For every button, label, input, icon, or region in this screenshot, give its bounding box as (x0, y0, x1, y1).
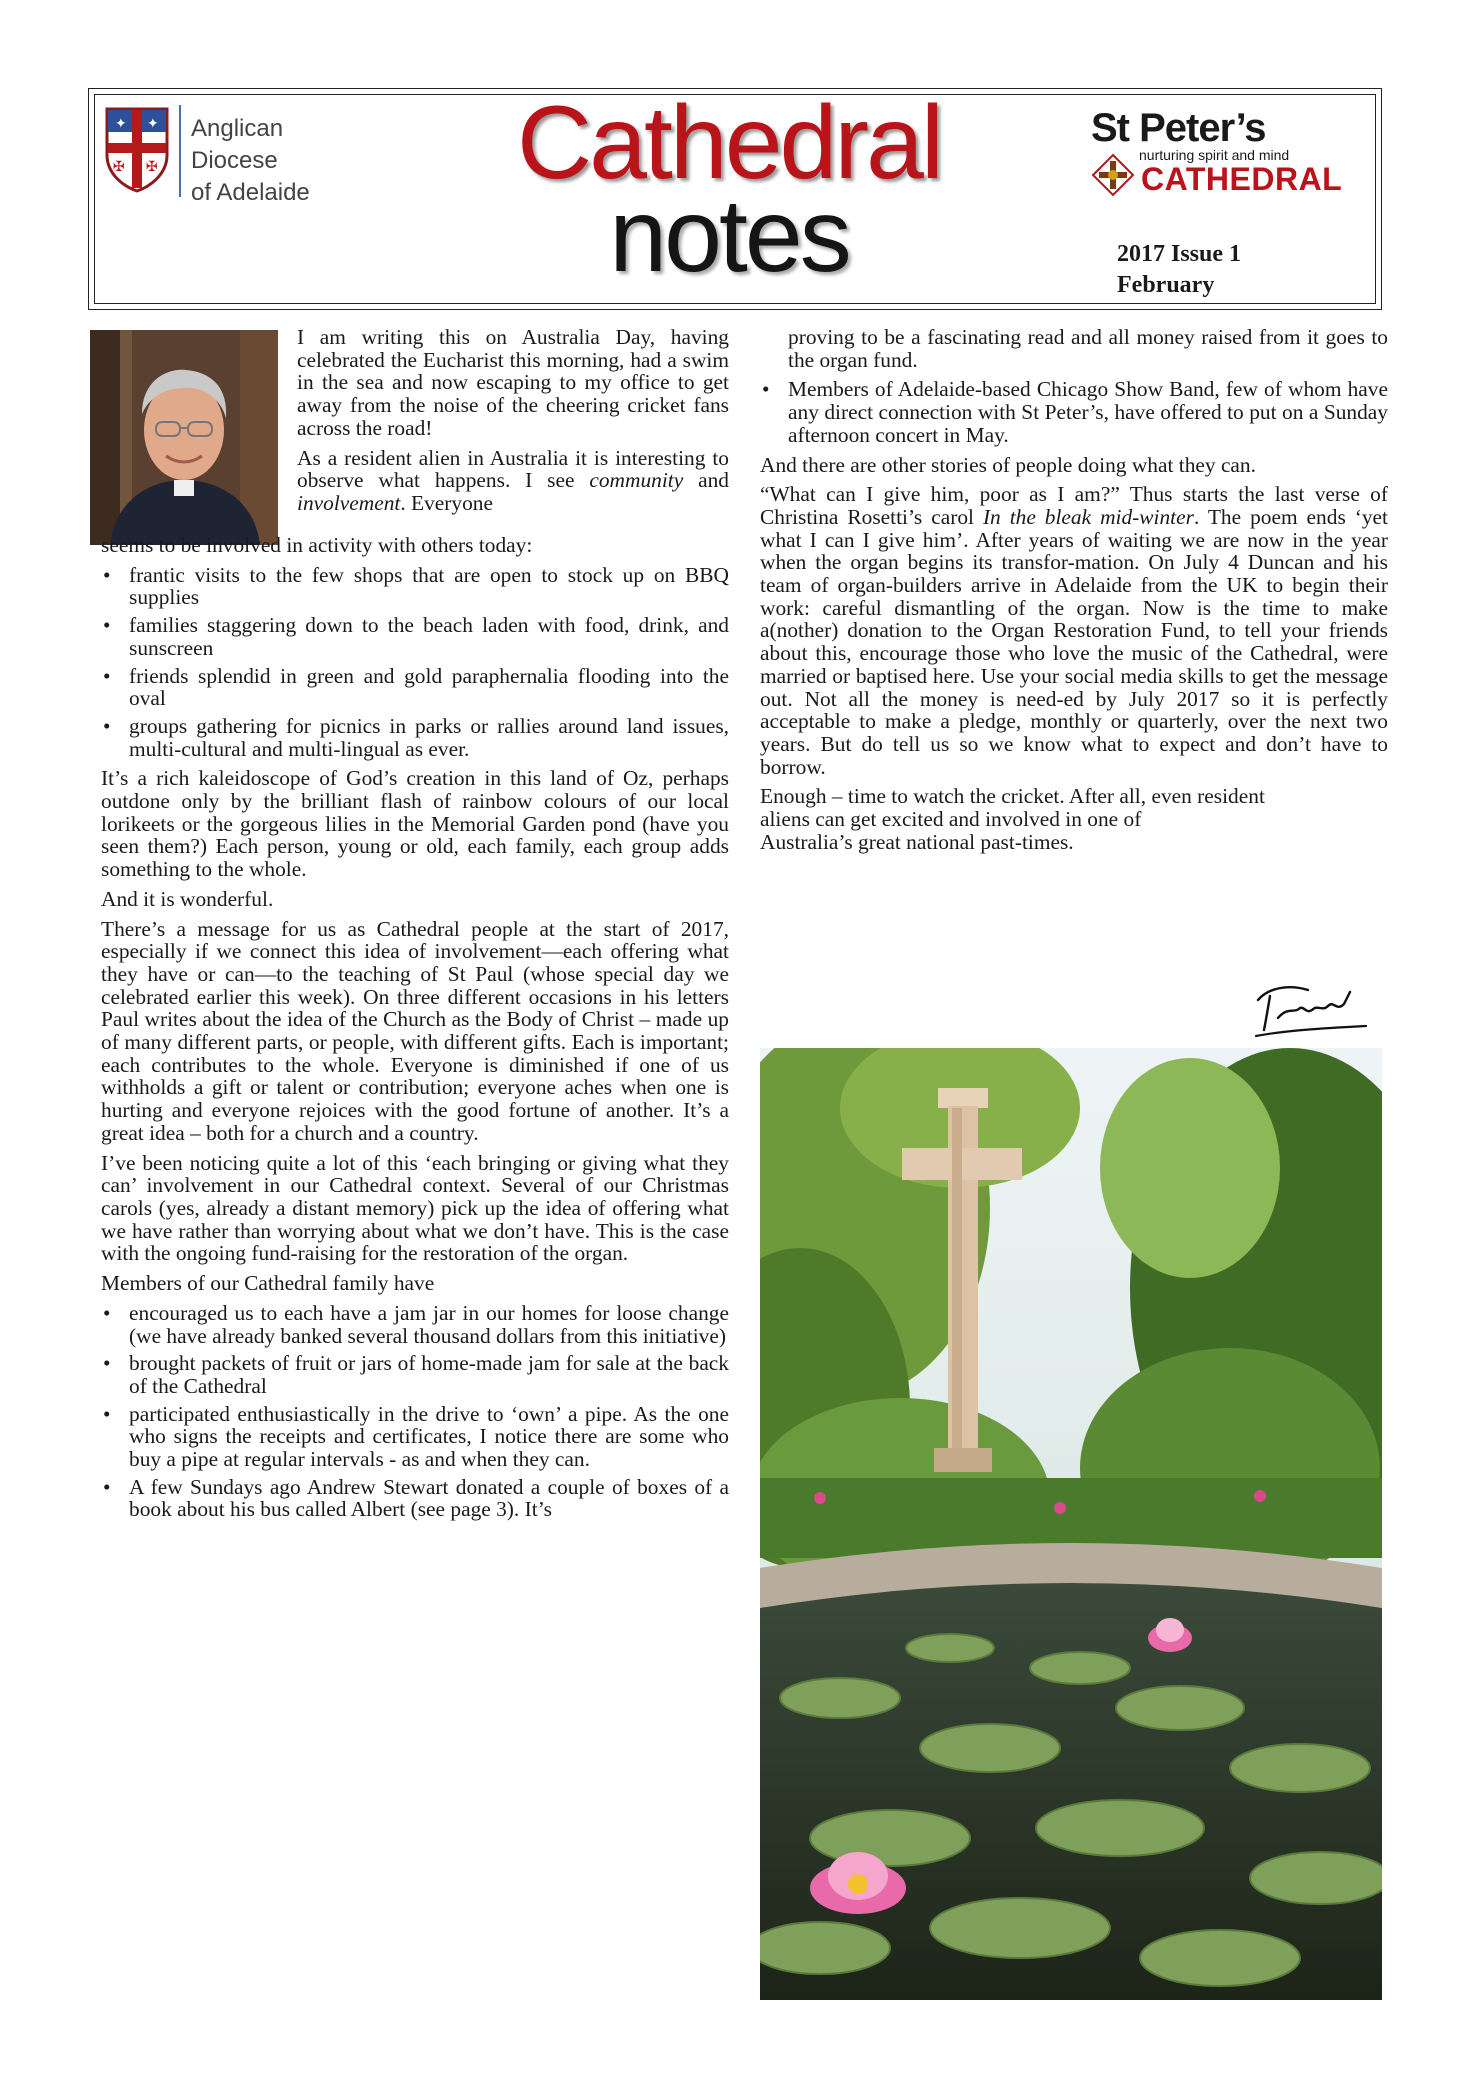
kaleidoscope-paragraph: It’s a rich kaleidoscope of God’s creation in this land of Oz, perhaps outdone only by the brilliant flash of rainbow colours of our local lorikeets or the gorgeous lilies in the Memorial Garden pond (have you seen them?) Each person, young or old, each family, each group adds something to the whole. (101, 766, 729, 882)
st-peters-logo (1079, 107, 1359, 207)
members-list (101, 1302, 729, 1521)
closing-paragraph (760, 785, 1388, 853)
svg-text:✠: ✠ (113, 159, 125, 175)
carol-paragraph (760, 483, 1388, 778)
diocese-line-1: Anglican Diocese (191, 115, 284, 174)
members-paragraph: Members of our Cathedral family have (101, 1271, 435, 1296)
list-item: • families staggering down to the beach laden with food, drink, and sunscreen (101, 614, 729, 659)
svg-text:✠: ✠ (146, 159, 158, 175)
wonderful-paragraph: And it is wonderful. (101, 886, 274, 911)
article-column-2 (760, 326, 1388, 860)
diocese-logo (105, 105, 335, 206)
list-item: • Members of Adelaide-based Chicago Show Band, few of whom have any direct connection with St Peter’s, have offered to put on a Sunday afternoon concert in May. (760, 378, 1388, 446)
message-paragraph: There’s a message for us as Cathedral people at the start of 2017, especially if we connect this idea of involvement—each offering what they have or can—to the teaching of St Paul (whose special day we celebrated earlier this week). On three different occasions in his letters Paul writes about the idea of the Church as the Body of Christ – made up of many different parts, or people, with different gifts. Each is important; each contributes to the whole. Everyone is diminished if one of us withholds a gift or talent or contribution; everyone aches when one is hurting and everyone rejoices with the good fortune of another. It’s a great idea – both for a church and a country. (101, 916, 729, 1145)
parish-cathedral: CATHEDRAL (1141, 161, 1343, 197)
article-intro (297, 326, 729, 515)
diocese-line-2: of Adelaide (191, 179, 310, 206)
intro-paragraph-1: I am writing this on Australia Day, having celebrated the Eucharist this morning, had a swim in the sea and now escaping to my office to get away from the noise of the cheering cricket fans across the road! (297, 325, 729, 440)
list-item: • brought packets of fruit or jars of home-made jam for sale at the back of the Cathedral (101, 1352, 729, 1397)
parish-name: St Peter’s (1091, 106, 1266, 150)
parish-tagline: nurturing spirit and mind (1139, 147, 1290, 163)
title-cathedral: Cathedral (517, 85, 941, 201)
issue-month: February (1117, 272, 1215, 298)
title-notes: notes (609, 178, 849, 294)
noticing-paragraph: I’ve been noticing quite a lot of this ‘each bringing or giving what they can’ involvement in our Cathedral context. Several of our Christmas carols (yes, already a distant memory) pick up the idea of offering what we have rather than worrying about what we don’t have. This is the case with the ongoing fund-raising for the restoration of the organ. (101, 1150, 729, 1266)
newsletter-title (449, 85, 1009, 294)
dean-signature (1248, 978, 1372, 1044)
emphasis-community: community (589, 468, 684, 493)
cathedral-emblem-icon (1091, 153, 1135, 197)
carol-paragraph-start: “What can I give him, poor as I am?” Thus starts the last verse of Christina Rosetti’s carol (760, 482, 1388, 529)
intro-paragraph-2-cont: seems to be involved in activity with others today: (101, 533, 533, 557)
list-item: • encouraged us to each have a jam jar in our homes for loose change (we have already banked several thousand dollars from this initiative) (101, 1302, 729, 1347)
intro-paragraph-2-end: . Everyone (400, 490, 493, 515)
australia-day-list (101, 564, 729, 761)
diocese-divider (179, 105, 181, 197)
masthead (88, 85, 1382, 310)
band-list (760, 378, 1388, 446)
issue-number: 2017 Issue 1 (1117, 241, 1242, 267)
stories-paragraph: And there are other stories of people doing what they can. (760, 452, 1256, 477)
list-item: • friends splendid in green and gold paraphernalia flooding into the oval (101, 665, 729, 710)
diocese-shield-icon (105, 107, 169, 193)
svg-text:✦: ✦ (115, 116, 127, 132)
bullet-continuation: proving to be a fascinating read and all money raised from it goes to the organ fund. (788, 325, 1388, 372)
issue-info (1117, 239, 1241, 301)
closing-line-3: Australia’s great national past-times. (760, 829, 1074, 854)
emphasis-involvement: involvement (297, 490, 401, 515)
list-item: • A few Sundays ago Andrew Stewart donated a couple of boxes of a book about his bus called Albert (see page 3). It’s (101, 1476, 729, 1521)
intro-paragraph-2-and: and (698, 468, 729, 493)
closing-line-1: Enough – time to watch the cricket. After all, even resident (760, 784, 1265, 809)
list-item: • groups gathering for picnics in parks or rallies around land issues, multi-cultural and multi-lingual as ever. (101, 715, 729, 760)
dean-portrait-photo (90, 330, 278, 545)
intro-paragraph-2-text: As a resident alien in Australia it is interesting to observe what happens. I see (297, 445, 729, 493)
memorial-garden-photo (760, 1048, 1382, 2000)
diocese-name (191, 113, 335, 209)
svg-text:✦: ✦ (147, 116, 159, 132)
list-item: • frantic visits to the few shops that are open to stock up on BBQ supplies (101, 564, 729, 609)
list-item: • participated enthusiastically in the drive to ‘own’ a pipe. As the one who signs the receipts and certificates, I notice there are some who buy a pipe at regular intervals - as and when they can. (101, 1403, 729, 1471)
intro-paragraph-2 (297, 447, 729, 515)
article-column-1 (101, 534, 729, 1528)
carol-title: In the bleak mid-winter (982, 504, 1194, 529)
carol-paragraph-rest: . The poem ends ‘yet what I can I give him’. After years of waiting we are now in the year when the organ begins its transfor-mation. On July 4 Duncan and his team of organ-builders arrive in Adelaide from the UK to begin their work: careful dismantling of the organ. Now is the time to make a(nother) donation to the Organ Restoration Fund, to tell your friends about this, encourage those who love the music of the Cathedral, were married or baptised here. Use your social media skills to get the message out. Not all the money is need-ed by July 2017 so it is perfectly acceptable to make a pledge, monthly or quarterly, over the next two years. But do tell us so we know what to expect and don’t have to borrow. (760, 504, 1388, 779)
closing-line-2: aliens can get excited and involved in one of (760, 807, 1142, 832)
